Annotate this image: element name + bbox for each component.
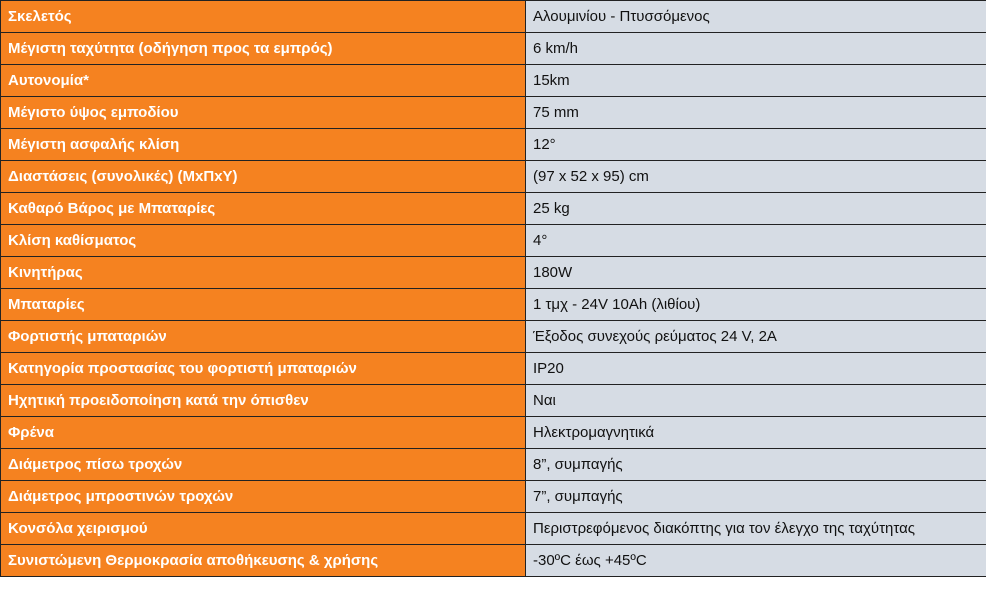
spec-value: Ηλεκτρομαγνητικά <box>526 417 986 449</box>
spec-label: Κινητήρας <box>1 257 526 289</box>
spec-row <box>1 417 986 449</box>
spec-value: 180W <box>526 257 986 289</box>
spec-label: Μέγιστη ταχύτητα (οδήγηση προς τα εμπρός) <box>1 33 526 65</box>
spec-value: 6 km/h <box>526 33 986 65</box>
spec-row <box>1 449 986 481</box>
spec-row <box>1 129 986 161</box>
spec-label: Αυτονομία* <box>1 65 526 97</box>
spec-label: Κονσόλα χειρισμού <box>1 513 526 545</box>
spec-row <box>1 1 986 33</box>
spec-label: Μέγιστη ασφαλής κλίση <box>1 129 526 161</box>
spec-label: Φρένα <box>1 417 526 449</box>
spec-row <box>1 33 986 65</box>
spec-value: (97 x 52 x 95) cm <box>526 161 986 193</box>
spec-value: 25 kg <box>526 193 986 225</box>
spec-row <box>1 289 986 321</box>
spec-value: Περιστρεφόμενος διακόπτης για τον έλεγχο της ταχύτητας <box>526 513 986 545</box>
spec-row <box>1 321 986 353</box>
spec-label: Συνιστώμενη Θερμοκρασία αποθήκευσης & χρήσης <box>1 545 526 577</box>
spec-value: Αλουμινίου - Πτυσσόμενος <box>526 1 986 33</box>
spec-label: Κατηγορία προστασίας του φορτιστή μπαταριών <box>1 353 526 385</box>
spec-value: Έξοδος συνεχούς ρεύματος 24 V, 2A <box>526 321 986 353</box>
spec-row <box>1 513 986 545</box>
spec-value: 8”, συμπαγής <box>526 449 986 481</box>
spec-label: Ηχητική προειδοποίηση κατά την όπισθεν <box>1 385 526 417</box>
spec-value: 75 mm <box>526 97 986 129</box>
spec-value: 12° <box>526 129 986 161</box>
spec-label: Καθαρό Βάρος με Μπαταρίες <box>1 193 526 225</box>
spec-row <box>1 161 986 193</box>
spec-label: Φορτιστής μπαταριών <box>1 321 526 353</box>
spec-row <box>1 545 986 577</box>
spec-value: IP20 <box>526 353 986 385</box>
spec-value: 15km <box>526 65 986 97</box>
spec-value: Ναι <box>526 385 986 417</box>
spec-row <box>1 65 986 97</box>
spec-label: Διαστάσεις (συνολικές) (ΜxΠxΥ) <box>1 161 526 193</box>
spec-row <box>1 481 986 513</box>
spec-value: 1 τμχ - 24V 10Ah (λιθίου) <box>526 289 986 321</box>
spec-value: -30ºC έως +45ºC <box>526 545 986 577</box>
spec-label: Κλίση καθίσματος <box>1 225 526 257</box>
spec-row <box>1 193 986 225</box>
spec-row <box>1 225 986 257</box>
spec-row <box>1 97 986 129</box>
spec-value: 7”, συμπαγής <box>526 481 986 513</box>
spec-label: Μέγιστο ύψος εμποδίου <box>1 97 526 129</box>
spec-row <box>1 385 986 417</box>
spec-label: Σκελετός <box>1 1 526 33</box>
spec-row <box>1 353 986 385</box>
spec-value: 4° <box>526 225 986 257</box>
spec-label: Διάμετρος πίσω τροχών <box>1 449 526 481</box>
spec-row <box>1 257 986 289</box>
spec-label: Διάμετρος μπροστινών τροχών <box>1 481 526 513</box>
spec-label: Μπαταρίες <box>1 289 526 321</box>
